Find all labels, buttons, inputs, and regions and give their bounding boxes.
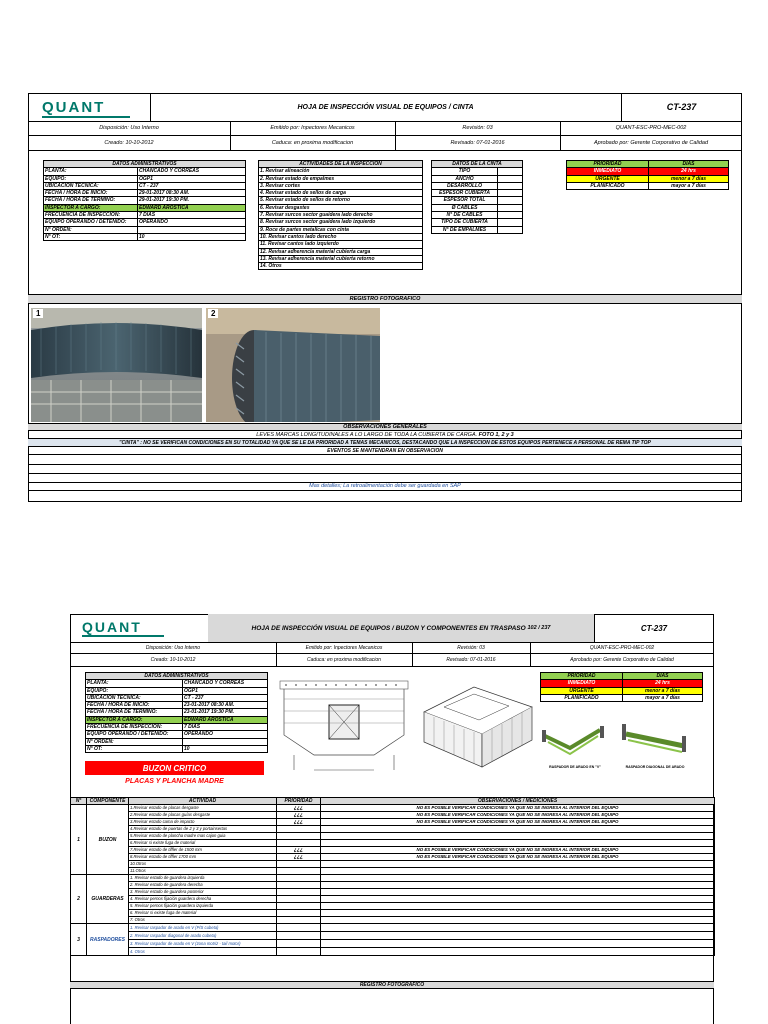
priority-cell[interactable] <box>277 826 321 833</box>
top-belt-value[interactable] <box>498 226 523 233</box>
bottom-admin-header: DATOS ADMINISTRATIVOS <box>86 673 268 680</box>
bottom-meta-creado: Creado: 10-10-2012 <box>150 656 196 663</box>
bottom-code: CT-237 <box>640 623 668 633</box>
priority-cell[interactable]: ¿¿¿ <box>277 847 321 854</box>
top-activity-item: 8. Revisar surcos sector guaidera lado izquierdo <box>259 219 423 226</box>
top-obs-blank2 <box>28 473 742 474</box>
activity-cell: 7.Revisar estado de tiffler de 1500 mm <box>129 847 277 854</box>
top-belt-value[interactable] <box>498 168 523 175</box>
bottom-title-suffix: 102 / 237 <box>527 625 551 631</box>
top-admin-value: 7 DIAS <box>138 212 246 219</box>
top-belt-table <box>431 160 523 234</box>
top-photo-1 <box>31 308 202 422</box>
group-component: GUARDERAS <box>87 875 129 924</box>
group-component: BUZON <box>87 805 129 875</box>
top-meta-disposicion: Disposición: Uso Interno <box>99 125 159 131</box>
top-obs-header: OBSERVACIONES GENERALES <box>28 423 742 431</box>
bottom-hopper-isometric <box>414 672 539 776</box>
top-admin-table <box>43 160 246 241</box>
top-admin-label: INSPECTOR A CARGO: <box>44 204 138 211</box>
priority-cell[interactable] <box>277 948 321 956</box>
top-priority-planificado: PLANIFICADO <box>567 182 649 189</box>
observation-cell[interactable] <box>321 875 715 882</box>
priority-cell[interactable]: ¿¿¿ <box>277 819 321 826</box>
priority-cell[interactable] <box>277 861 321 868</box>
bottom-v-plow-scraper <box>540 716 610 764</box>
top-admin-value: 29-01-2017 08:30 AM. <box>138 190 246 197</box>
activity-cell: 6.Revisar si existe fuga de material <box>129 840 277 847</box>
observation-cell[interactable] <box>321 861 715 868</box>
bottom-critical-sub: PLACAS Y PLANCHA MADRE <box>125 777 224 785</box>
col-componente: COMPONENTE <box>87 798 129 805</box>
top-admin-label: FRECUENCIA DE INSPECCION: <box>44 212 138 219</box>
bottom-logo-text: QUANT <box>82 619 142 635</box>
observation-cell[interactable] <box>321 826 715 833</box>
activity-cell: 3. Revisar raspador de arado en V (zona motriz - tail motor) <box>129 940 277 948</box>
top-activity-item: 12. Revisar adherencia material cubierta carga <box>259 248 423 255</box>
observation-cell[interactable] <box>321 932 715 940</box>
top-activity-item: 11. Revisar cantos lado izquierdo <box>259 241 423 248</box>
bottom-admin-table <box>85 672 268 753</box>
top-days-inmediato: 24 hrs <box>649 168 729 175</box>
top-logo-text: QUANT <box>42 99 106 116</box>
top-belt-label: ANCHO <box>432 175 498 182</box>
top-obs-line3: EVENTOS SE MANTENDRAN EN OBSERVACION <box>28 447 742 455</box>
priority-cell[interactable]: ¿¿¿ <box>277 812 321 819</box>
bottom-meta-code: QUANT-ESC-PRO-MEC-002 <box>589 644 655 651</box>
top-admin-label: PLANTA: <box>44 168 138 175</box>
top-meta-revisado: Revisado: 07-01-2016 <box>450 139 505 146</box>
bottom-meta-revisado: Revisado: 07-01-2016 <box>446 656 496 663</box>
observation-cell[interactable]: NO ES POSIBLE VERIFICAR CONDICIONES YA QUE NO SE INGRESA AL INTERIOR DEL EQUIPO <box>321 812 715 819</box>
top-admin-label: FECHA / HORA DE INICIO: <box>44 190 138 197</box>
activity-cell: 8.Revisar estado de tiffler 1700 mm <box>129 854 277 861</box>
col-num: N° <box>71 798 87 805</box>
observation-cell[interactable]: NO ES POSIBLE VERIFICAR CONDICIONES YA QUE NO SE INGRESA AL INTERIOR DEL EQUIPO <box>321 805 715 812</box>
top-activity-item: 9. Roce de partes metalicas con cinta <box>259 226 423 233</box>
top-belt-label: DESARROLLO <box>432 182 498 189</box>
top-activity-item: 3. Revisar cortes <box>259 182 423 189</box>
bottom-priority-col: PRIORIDAD <box>541 673 623 680</box>
bottom-meta-revision: Revisión: 03 <box>457 644 485 651</box>
observation-cell[interactable] <box>321 889 715 896</box>
activity-cell: 11.Otros <box>129 868 277 875</box>
bottom-meta-line3 <box>70 666 714 667</box>
top-photo-2 <box>206 308 380 422</box>
bottom-days-urgente: menor a 7 días <box>623 687 703 694</box>
bottom-admin-label: UBICACION TECNICA: <box>86 694 183 701</box>
top-activity-item: 7. Revisar surcos sector guaidera lado derecho <box>259 212 423 219</box>
top-admin-value: EDWARD AROSTICA <box>138 204 246 211</box>
top-meta-line3 <box>28 150 742 151</box>
observation-cell[interactable] <box>321 903 715 910</box>
top-admin-value: 10 <box>138 233 246 240</box>
top-admin-value: CT - 237 <box>138 182 246 189</box>
observation-cell[interactable] <box>321 833 715 840</box>
priority-cell[interactable] <box>277 924 321 932</box>
top-activity-item: 10. Revisar cantos lado derecho <box>259 233 423 240</box>
top-meta-caduca: Caduca: en proxima modificacion <box>271 139 354 146</box>
top-activities-header: ACTIVIDADES DE LA INSPECCION <box>259 161 423 168</box>
activity-cell: 1. Revisar estado de guardera izquierda <box>129 875 277 882</box>
top-admin-header: DATOS ADMINISTRATIVOS <box>44 161 246 168</box>
bottom-diagonal-plow-caption: RASPADOR DIAGONAL DE ARADO <box>625 765 685 769</box>
observation-cell[interactable] <box>321 948 715 956</box>
priority-cell[interactable]: ¿¿¿ <box>277 805 321 812</box>
bottom-inspection-table <box>70 797 715 956</box>
top-belt-value[interactable] <box>498 175 523 182</box>
activity-cell: 5.Revisar estado de plancha madre mas cajon guia <box>129 833 277 840</box>
top-quant-logo <box>42 99 105 116</box>
bottom-admin-value: 7 DIAS <box>183 724 268 731</box>
activity-cell: 4.Revisar estado de puertas de 2 y 3 y portainsertas <box>129 826 277 833</box>
top-meta-aprobado: Aprobado por: Gerente Corporativo de Calidad <box>593 139 709 146</box>
top-admin-label: EQUIPO OPERANDO / DETENIDO: <box>44 219 138 226</box>
top-admin-label: FECHA / HORA DE TERMINO: <box>44 197 138 204</box>
top-activity-item: 4. Revisar estado de sellos de carga <box>259 190 423 197</box>
bottom-meta-caduca: Caduca: en proxima modificacion <box>307 656 381 663</box>
activity-cell: 7. Otros <box>129 917 277 924</box>
bottom-meta-aprobado: Aprobado por: Gerente Corporativo de Calidad <box>570 656 674 663</box>
top-priority-col: PRIORIDAD <box>567 161 649 168</box>
top-admin-label: UBICACION TECNICA: <box>44 182 138 189</box>
bottom-admin-value: 23-01-2017 19:30 PM. <box>183 709 268 716</box>
group-component: RASPADORES <box>87 924 129 956</box>
top-days-col: DIAS <box>649 161 729 168</box>
top-photo-2-label: 2 <box>208 309 218 318</box>
col-observaciones: OBSERVACIONES / MEDICIONES <box>321 798 715 805</box>
bottom-admin-value <box>183 738 268 745</box>
top-activity-item: 1. Revisar alineación <box>259 168 423 175</box>
bottom-admin-value: OGP1 <box>183 687 268 694</box>
top-activity-item: 6. Revisar desgastes <box>259 204 423 211</box>
bottom-title-text: HOJA DE INSPECCIÓN VISUAL DE EQUIPOS / BUZON Y COMPONENTES EN TRASPASO <box>251 624 526 632</box>
col-prioridad: PRIORIDAD <box>277 798 321 805</box>
top-title: HOJA DE INSPECCIÓN VISUAL DE EQUIPOS / CINTA <box>297 103 474 111</box>
top-obs-line1-photos: FOTO 1, 2 y 3 <box>478 431 514 438</box>
bottom-admin-label: FECHA / HORA DE TERMINO: <box>86 709 183 716</box>
bottom-priority-planificado: PLANIFICADO <box>541 694 623 701</box>
activity-cell: 4. Otros <box>129 948 277 956</box>
observation-cell[interactable] <box>321 910 715 917</box>
top-admin-value: OGP1 <box>138 175 246 182</box>
activity-cell: 2. Revisar estado de guardera derecha <box>129 882 277 889</box>
observation-cell[interactable] <box>321 882 715 889</box>
top-priority-urgente: URGENTE <box>567 175 649 182</box>
bottom-meta-disposicion: Disposición: Uso Interno <box>145 644 201 651</box>
bottom-days-col: DIAS <box>623 673 703 680</box>
observation-cell[interactable] <box>321 868 715 875</box>
col-actividad: ACTIVIDAD <box>129 798 277 805</box>
top-belt-label: Ø CABLES <box>432 204 498 211</box>
top-admin-label: N° OT: <box>44 233 138 240</box>
bottom-meta-emitido: Emitido por: Inpectores Mecanicos <box>305 644 383 651</box>
top-activity-item: 5. Revisar estado de sellos de retorno <box>259 197 423 204</box>
top-admin-label: N° ORDEN: <box>44 226 138 233</box>
activity-cell: 10.Otros <box>129 861 277 868</box>
top-belt-label: N° DE CABLES <box>432 212 498 219</box>
observation-cell[interactable] <box>321 940 715 948</box>
top-obs-footer: Mas detalles; La retroalimentación debe ser guardada en SAP <box>28 482 742 491</box>
bottom-admin-value: 23-01-2017 08:30 AM. <box>183 702 268 709</box>
top-belt-value[interactable] <box>498 197 523 204</box>
bottom-admin-label: FECHA / HORA DE INICIO: <box>86 702 183 709</box>
bottom-admin-value: CHANCADO Y CORREAS <box>183 680 268 687</box>
bottom-priority-inmediato: INMEDIATO <box>541 680 623 687</box>
group-number: 2 <box>71 875 87 924</box>
bottom-admin-label: EQUIPO OPERANDO / DETENIDO: <box>86 731 183 738</box>
top-activities-table <box>258 160 423 270</box>
bottom-hopper-drawing <box>274 675 414 773</box>
top-meta-creado: Creado: 10-10-2012 <box>104 139 154 146</box>
top-days-urgente: menor a 7 días <box>649 175 729 182</box>
activity-cell: 3.Revisar estado cama de impacto <box>129 819 277 826</box>
activity-cell: 4. Revisar pernos fijación guardera derecha <box>129 896 277 903</box>
top-photo-2-image <box>206 308 380 422</box>
top-activity-item: 14. Otros <box>259 263 423 270</box>
priority-cell[interactable] <box>277 940 321 948</box>
top-belt-label: ESPESOR CUBIERTA <box>432 190 498 197</box>
bottom-admin-value: OPERANDO <box>183 731 268 738</box>
top-logo-underline <box>42 116 130 118</box>
bottom-admin-label: N° ORDEN: <box>86 738 183 745</box>
top-belt-value[interactable] <box>498 219 523 226</box>
observation-cell[interactable] <box>321 924 715 932</box>
priority-cell[interactable] <box>277 917 321 924</box>
top-photo-1-label: 1 <box>33 309 43 318</box>
bottom-quant-logo <box>82 619 142 635</box>
observation-cell[interactable] <box>321 840 715 847</box>
top-belt-value[interactable] <box>498 204 523 211</box>
observation-cell[interactable]: NO ES POSIBLE VERIFICAR CONDICIONES YA QUE NO SE INGRESA AL INTERIOR DEL EQUIPO <box>321 819 715 826</box>
bottom-days-inmediato: 24 hrs <box>623 680 703 687</box>
bottom-admin-label: FRECUENCIA DE INSPECCION: <box>86 724 183 731</box>
top-belt-header: DATOS DE LA CINTA <box>432 161 523 168</box>
priority-cell[interactable] <box>277 875 321 882</box>
activity-cell: 1. Revisar raspador de arado en V (P/S cubeta) <box>129 924 277 932</box>
top-obs-line2: "CINTA" : NO SE VERIFICAN CONDICIONES EN SU TOTALIDAD YA QUE SE LE DA PRIORIDAD A TEMAS MECANICOS, DESTACANDO QUE LA INSPECCION DE ESTOS EQUIPOS PERTENECE A PERSONAL DE REMA TIP TOP <box>28 439 742 447</box>
group-number: 3 <box>71 924 87 956</box>
activity-cell: 5. Revisar pernos fijación guardera izquierda <box>129 903 277 910</box>
activity-cell: 6. Revisar si existe fuga de material <box>129 910 277 917</box>
bottom-admin-value: 10 <box>183 745 268 752</box>
top-belt-value[interactable] <box>498 190 523 197</box>
top-priority-inmediato: INMEDIATO <box>567 168 649 175</box>
bottom-days-planificado: mayor a 7 días <box>623 694 703 701</box>
bottom-title <box>208 614 594 642</box>
priority-cell[interactable] <box>277 910 321 917</box>
bottom-admin-label: INSPECTOR A CARGO: <box>86 716 183 723</box>
priority-cell[interactable] <box>277 932 321 940</box>
top-belt-value[interactable] <box>498 182 523 189</box>
bottom-photo-header: REGISTRO FOTOGRAFICO <box>70 981 714 989</box>
bottom-critical-title: BUZON CRITICO <box>85 761 264 775</box>
priority-cell[interactable]: ¿¿¿ <box>277 854 321 861</box>
top-activity-item: 2. Revisar estado de empalmes <box>259 175 423 182</box>
bottom-priority-table <box>540 672 703 702</box>
top-obs-line1-text: LEVES MARCAS LONGITUDINALES A LO LARGO DE TODA LA CUBIERTA DE CARGA. <box>256 431 478 438</box>
top-meta-revision: Revisión: 03 <box>462 125 493 131</box>
top-photo-header: REGISTRO FOTOGRAFICO <box>28 294 742 304</box>
top-belt-label: N° DE EMPALMES <box>432 226 498 233</box>
bottom-admin-label: EQUIPO: <box>86 687 183 694</box>
priority-cell[interactable] <box>277 833 321 840</box>
top-admin-value: OPERANDO <box>138 219 246 226</box>
priority-cell[interactable] <box>277 903 321 910</box>
top-priority-table <box>566 160 729 190</box>
top-photo-1-image <box>31 308 202 422</box>
top-belt-value[interactable] <box>498 212 523 219</box>
priority-cell[interactable] <box>277 896 321 903</box>
top-meta-code: QUANT-ESC-PRO-MEC-002 <box>615 125 687 131</box>
priority-cell[interactable] <box>277 882 321 889</box>
top-meta-emitido: Emitido por: Inpectores Mecanicos <box>270 125 355 131</box>
top-days-planificado: mayor a 7 días <box>649 182 729 189</box>
observation-cell[interactable] <box>321 896 715 903</box>
top-obs-line1 <box>28 431 742 439</box>
top-admin-value: CHANCADO Y CORREAS <box>138 168 246 175</box>
top-belt-label: TIPO <box>432 168 498 175</box>
top-belt-label: TIPO DE CUBIERTA <box>432 219 498 226</box>
observation-cell[interactable]: NO ES POSIBLE VERIFICAR CONDICIONES YA QUE NO SE INGRESA AL INTERIOR DEL EQUIPO <box>321 847 715 854</box>
bottom-admin-label: N° OT: <box>86 745 183 752</box>
activity-cell: 2.Revisar estado de placas guías desgaste <box>129 812 277 819</box>
observation-cell[interactable]: NO ES POSIBLE VERIFICAR CONDICIONES YA QUE NO SE INGRESA AL INTERIOR DEL EQUIPO <box>321 854 715 861</box>
top-belt-label: ESPESOR TOTAL <box>432 197 498 204</box>
observation-cell[interactable] <box>321 917 715 924</box>
bottom-admin-label: PLANTA: <box>86 680 183 687</box>
activity-cell: 2. Revisar raspador diagonal de arado cubeta) <box>129 932 277 940</box>
bottom-admin-value: CT - 237 <box>183 694 268 701</box>
bottom-logo-underline <box>82 635 164 637</box>
top-obs-blank1 <box>28 464 742 465</box>
top-admin-label: EQUIPO: <box>44 175 138 182</box>
priority-cell[interactable] <box>277 868 321 875</box>
top-code: CT-237 <box>666 102 697 112</box>
bottom-priority-urgente: URGENTE <box>541 687 623 694</box>
activity-cell: 3. Revisar estado de guardera posterior <box>129 889 277 896</box>
group-number: 1 <box>71 805 87 875</box>
priority-cell[interactable] <box>277 840 321 847</box>
bottom-admin-value: EDWARD AROSTICA <box>183 716 268 723</box>
bottom-v-plow-caption: RASPADOR DE ARADO EN "V" <box>549 765 601 769</box>
bottom-diagonal-plow-scraper <box>620 716 690 764</box>
top-activity-item: 13. Revisar adherencia material cubierta retorno <box>259 255 423 262</box>
top-admin-value: 29-01-2017 19:30 PM. <box>138 197 246 204</box>
activity-cell: 1.Revisar estado de placas desgaste <box>129 805 277 812</box>
top-admin-value <box>138 226 246 233</box>
priority-cell[interactable] <box>277 889 321 896</box>
